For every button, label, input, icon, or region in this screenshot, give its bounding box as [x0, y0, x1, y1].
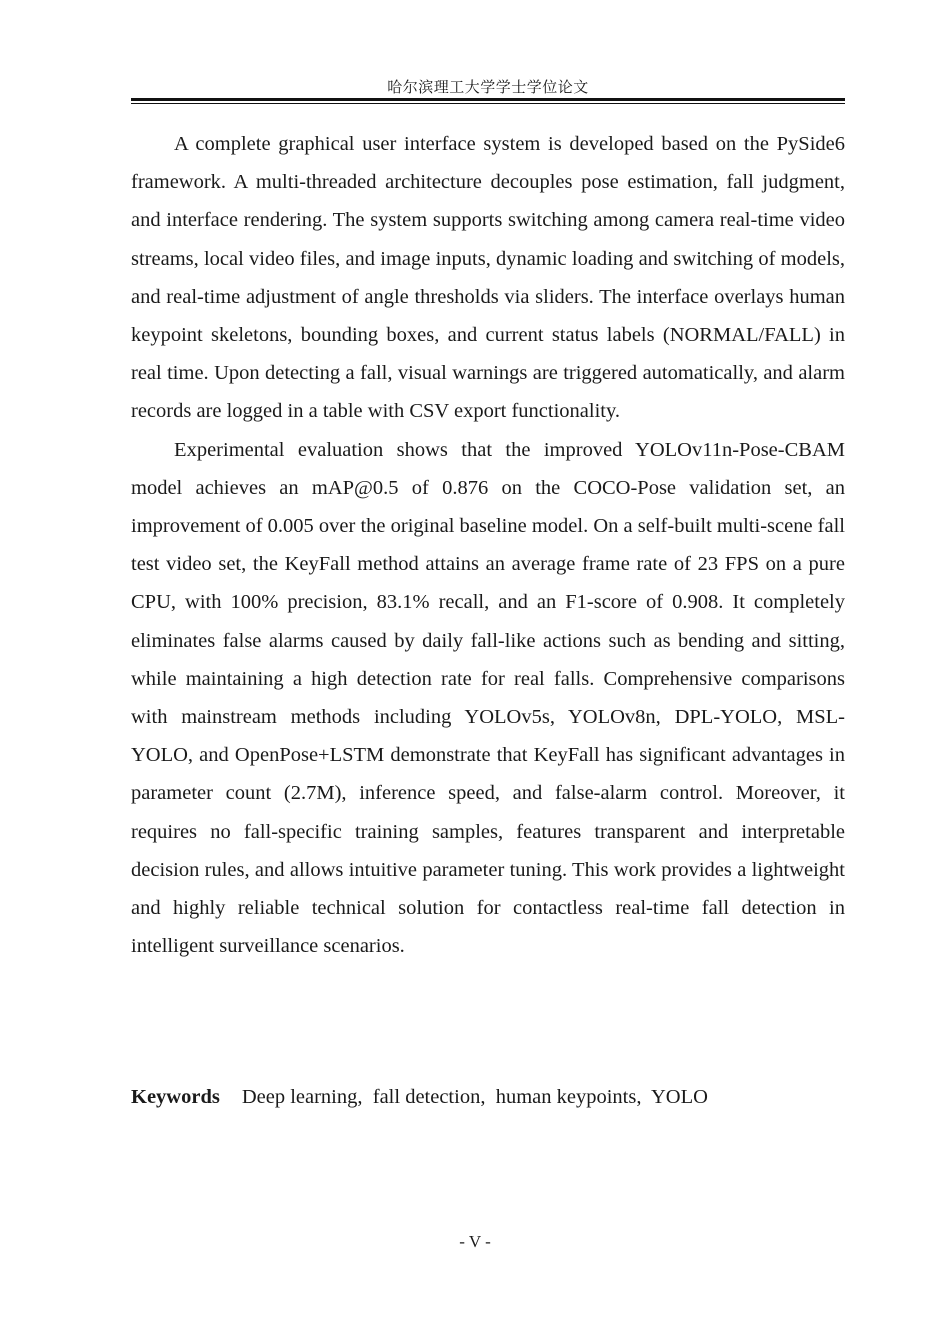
page-number: - V - — [459, 1232, 491, 1251]
abstract-paragraph-2: Experimental evaluation shows that the improved YOLOv11n-Pose-CBAM model achieves an mAP@0.5 of 0.876 on the COCO-Pose validation set, an improvement of 0.005 over the original baseline model. On a self-built multi-scene fall test video set, the KeyFall method attains an average frame rate of 23 FPS on a pure CPU, with 100% precision, 83.1% recall, and an F1-score of 0.908. It completely eliminates false alarms caused by daily fall-like actions such as bending and sitting, while maintaining a high detection rate for real falls. Comprehensive comparisons with mainstream methods including YOLOv5s, YOLOv8n, DPL-YOLO, MSL-YOLO, and OpenPose+LSTM demonstrate that KeyFall has significant advantages in parameter count (2.7M), inference speed, and false-alarm control. Moreover, it requires no fall-specific training samples, features transparent and interpretable decision rules, and allows intuitive parameter tuning. This work provides a lightweight and highly reliable technical solution for contactless real-time fall detection in intelligent surveillance scenarios. — [131, 438, 845, 958]
keywords-label: Keywords — [131, 1086, 220, 1108]
keyword-item: Deep learning, — [241, 1086, 363, 1108]
running-header: 哈尔滨理工大学学士学位论文 — [387, 80, 589, 96]
header-rule-thick — [131, 98, 845, 101]
keyword-item: human keypoints, — [495, 1086, 642, 1108]
header-rule-thin — [131, 103, 845, 104]
keyword-item: fall detection, — [372, 1086, 486, 1108]
keywords-line — [131, 1078, 845, 1116]
abstract-paragraph-1: A complete graphical user interface system is developed based on the PySide6 framework. A multi-threaded architecture decouples pose estimation, fall judgment, and interface rendering. The system supports switching among camera real-time video streams, local video files, and image inputs, dynamic loading and switching of models, and real-time adjustment of angle thresholds via sliders. The interface overlays human keypoint skeletons, bounding boxes, and current status labels (NORMAL/FALL) in real time. Upon detecting a fall, visual warnings are triggered automatically, and alarm records are logged in a table with CSV export functionality. — [131, 133, 845, 423]
abstract-body — [131, 125, 845, 965]
keyword-item: YOLO — [650, 1086, 708, 1108]
